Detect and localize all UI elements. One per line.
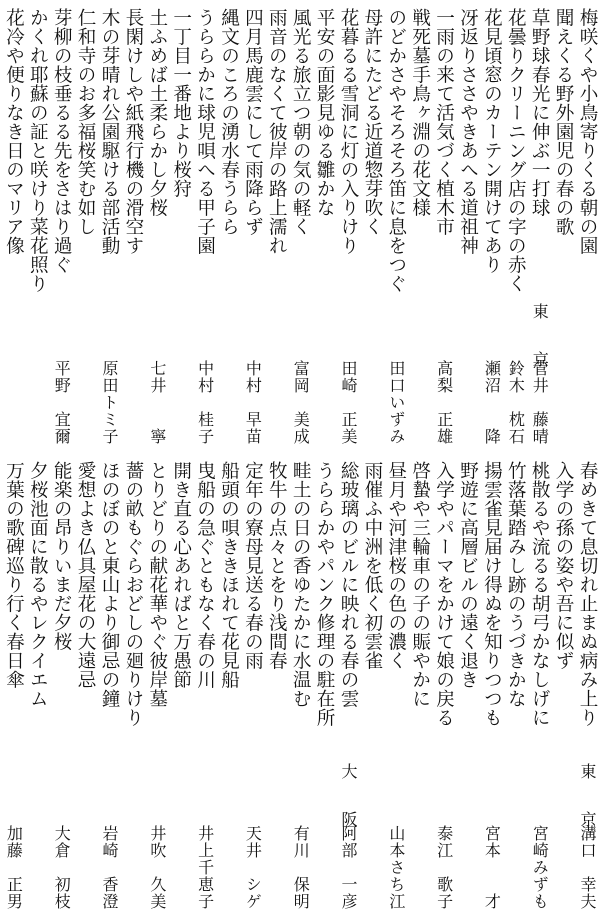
haiku-column: [263, 455, 289, 920]
haiku-column: [239, 455, 265, 920]
haiku-text: 雨催ふ中洲を低く初雲雀: [361, 461, 383, 670]
haiku-column: [383, 0, 409, 455]
haiku-column: [526, 455, 552, 920]
haiku-text: 風光る旅立つ朝の気の軽く: [290, 8, 312, 236]
author-name: 大倉 初枝: [52, 825, 72, 910]
haiku-text: 曳船の急ぐともなく春の川: [194, 461, 216, 689]
haiku-text: 万葉の歌碑巡り行く春日傘: [3, 461, 25, 689]
haiku-text: 春めきて息切れ止まぬ病み上り: [577, 461, 598, 727]
haiku-column: [550, 455, 576, 920]
haiku-column: [455, 455, 481, 920]
haiku-text: 花暮るる雪洞に灯の入りけり: [338, 8, 359, 255]
haiku-text: 四月馬鹿雲にして雨降らず: [242, 8, 264, 236]
place-name: 東 京: [530, 303, 550, 375]
author-name: 井吹 久美: [147, 825, 167, 910]
haiku-column: [335, 455, 361, 920]
haiku-column: [24, 455, 50, 920]
haiku-column: [144, 455, 170, 920]
haiku-column: [96, 0, 122, 455]
haiku-text: うららかやパンク修理の駐在所: [314, 461, 336, 727]
place-name: 東 京: [578, 763, 597, 835]
haiku-text: 聞えくる野外園児の春の歌: [553, 8, 575, 236]
haiku-text: 野遊に高層ビルの遠く退き: [457, 461, 479, 689]
haiku-text: 梅咲くや小鳥寄りくる朝の園: [577, 8, 598, 255]
haiku-column: [502, 455, 528, 920]
haiku-text: 桃散るや流るる胡弓かなしげに: [529, 461, 551, 727]
haiku-text: 牧牛の点々とをり浅間春: [266, 461, 288, 670]
haiku-column: [287, 0, 313, 455]
haiku-text: 竹落葉踏みし跡のうづきかな: [505, 461, 527, 708]
author-name: 中村 桂子: [195, 360, 215, 445]
haiku-column: [168, 0, 194, 455]
haiku-text: 畦土の日の香ゆたかに水温む: [290, 461, 312, 708]
author-name: 七井 寧: [147, 360, 167, 445]
haiku-column: [574, 0, 600, 455]
author-name: 中村 早苗: [243, 360, 263, 445]
haiku-column: [478, 0, 504, 455]
author-name: 原田トミ子: [100, 360, 119, 445]
haiku-column: [239, 0, 265, 455]
haiku-text: 愛想よき仏具屋花の大遠忌: [75, 461, 97, 689]
author-name: 宮崎みずも: [530, 825, 550, 910]
haiku-text: 母許にたどる近道惣芽吹く: [361, 8, 383, 236]
haiku-column: [48, 455, 74, 920]
author-name: 天井 シゲ: [243, 825, 263, 910]
haiku-column: [311, 455, 337, 920]
haiku-text: 一丁目一番地より桜狩: [170, 8, 192, 198]
haiku-column: [574, 455, 600, 920]
haiku-text: 昼月や河津桜の色の濃く: [385, 461, 407, 670]
haiku-column: [72, 455, 98, 920]
author-name: 高梨 正雄: [434, 360, 454, 445]
haiku-column: [24, 0, 50, 455]
haiku-column: [216, 455, 242, 920]
author-name: 菅井 藤晴: [530, 360, 550, 445]
haiku-column: [72, 0, 98, 455]
author-name: 山本さち江: [386, 825, 406, 910]
haiku-column: [359, 0, 385, 455]
haiku-column: [311, 0, 337, 455]
haiku-column: [192, 0, 218, 455]
haiku-text: 総玻璃のビルに映れる春の雲: [338, 461, 359, 708]
haiku-text: とりどりの献花華やぐ彼岸墓: [146, 461, 168, 708]
author-name: 溝口 幸夫: [578, 825, 597, 910]
haiku-column: [455, 0, 481, 455]
haiku-column: [120, 0, 146, 455]
haiku-text: 花冷や便りなき日のマリア像: [3, 8, 25, 255]
haiku-text: 縄文のころの湧水春うらら: [218, 8, 240, 236]
haiku-text: 花曇りクリーニング店の字の赤く: [505, 8, 527, 293]
haiku-text: 開き直る心あればと万愚節: [170, 461, 192, 689]
haiku-column: [526, 0, 552, 455]
author-name: 平野 宜爾: [52, 360, 72, 445]
haiku-column: [216, 0, 242, 455]
haiku-column: [550, 0, 576, 455]
haiku-text: ほのぼのと東山より御忌の鐘: [99, 461, 120, 708]
author-name: 井上千恵子: [195, 825, 215, 910]
haiku-column: [287, 455, 313, 920]
author-name: 田口いずみ: [386, 360, 406, 445]
author-name: 加藤 正男: [4, 825, 24, 910]
lower-section: [0, 455, 605, 920]
haiku-text: 草野球春光に伸ぶ一打球: [529, 8, 551, 217]
haiku-column: [335, 0, 361, 455]
haiku-text: 一雨の来て活気づく植木市: [433, 8, 455, 236]
upper-section: [0, 0, 605, 455]
haiku-column: [478, 455, 504, 920]
haiku-column: [407, 455, 433, 920]
haiku-column: [263, 0, 289, 455]
haiku-text: 船頭の唄ききほれて花見船: [218, 461, 240, 689]
haiku-text: 花見頃窓のカーテン開けてあり: [481, 8, 503, 274]
author-name: 岩崎 香澄: [100, 825, 119, 910]
author-name: 富岡 美成: [291, 360, 311, 445]
haiku-column: [48, 0, 74, 455]
haiku-text: 揚雲雀見届け得ぬを知りつつも: [481, 461, 503, 727]
author-name: 鈴木 枕石: [506, 360, 526, 445]
haiku-text: のどかさやそろそろ笛に息をつぐ: [385, 8, 407, 293]
haiku-text: 夕桜池面に散るやレクイエム: [27, 461, 49, 708]
haiku-text: 薔の畝もぐらおどしの廻りけり: [122, 461, 144, 727]
author-name: 田崎 正美: [339, 360, 358, 445]
haiku-column: [0, 455, 26, 920]
author-name: 宮本 才: [482, 825, 502, 910]
haiku-text: 雨音のなくて彼岸の路上濡れ: [266, 8, 288, 255]
haiku-column: [144, 0, 170, 455]
haiku-text: うららかに球児唄へる甲子園: [194, 8, 216, 255]
author-name: 瀬沼 降: [482, 360, 502, 445]
haiku-text: かくれ耶蘇の証と咲けり菜花照り: [27, 8, 49, 293]
haiku-column: [407, 0, 433, 455]
haiku-column: [168, 455, 194, 920]
haiku-column: [431, 0, 457, 455]
haiku-column: [96, 455, 122, 920]
haiku-column: [120, 455, 146, 920]
haiku-text: 定年の寮母見送る春の雨: [242, 461, 264, 670]
haiku-column: [0, 0, 26, 455]
haiku-text: 啓蟄や三輪車の子の賑やかに: [409, 461, 431, 708]
author-name: 阿部 一彦: [339, 825, 358, 910]
haiku-text: 能楽の昂りいまだ夕桜: [51, 461, 73, 651]
haiku-text: 入学やパーマをかけて娘の戻る: [433, 461, 455, 727]
haiku-text: 長閑けしや紙飛行機の滑空す: [122, 8, 144, 255]
author-name: 有川 保明: [291, 825, 311, 910]
haiku-column: [383, 455, 409, 920]
author-name: 泰江 歌子: [434, 825, 454, 910]
haiku-column: [359, 455, 385, 920]
place-name: 大 阪: [339, 763, 358, 835]
haiku-text: 入学の孫の姿や吾に似ず: [553, 461, 575, 670]
haiku-column: [192, 455, 218, 920]
haiku-text: 土ふめば土柔らかし夕桜: [146, 8, 168, 217]
haiku-text: 木の芽晴れ公園駆ける部活動: [99, 8, 120, 255]
haiku-text: 戦死墓手鳥ヶ淵の花文様: [409, 8, 431, 217]
haiku-text: 仁和寺のお多福桜笑む如し: [75, 8, 97, 236]
haiku-text: 芽柳の枝垂るる先をさはり過ぐ: [51, 8, 73, 274]
haiku-column: [431, 455, 457, 920]
haiku-text: 平安の面影見ゆる雛かな: [314, 8, 336, 217]
haiku-column: [502, 0, 528, 455]
haiku-text: 冴返りささやきあへる道祖神: [457, 8, 479, 255]
